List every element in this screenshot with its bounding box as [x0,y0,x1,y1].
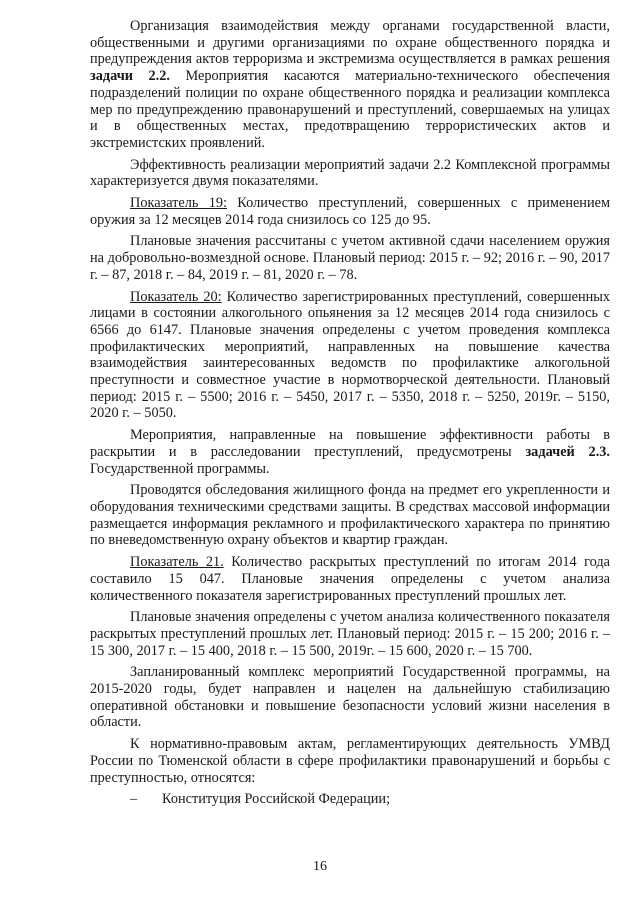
list-item-text: Конституция Российской Федерации; [162,791,391,808]
indicator-label: Показатель 20: [130,288,222,305]
task-reference: задачи 2.2. [90,68,170,85]
paragraph-legal-acts: К нормативно-правовым актам, регламентирующих деятельность УМВД России по Тюменской области в сфере профилактики правонарушений и борьбы с преступностью, относятся: [90,736,610,786]
paragraph-text: Количество зарегистрированных преступлений, совершенных лицами в состоянии алкогольного опьянения за 12 месяцев 2014 года снизилось с 6566 до 6147. Плановые значения определены с учетом проведения комплекса профилактических мероприятий, направленных на повышение качества взаимодействия заинтересованных ведомств по профилактике алкогольной преступности и совместное участие в нормотворческой деятельности. Плановый период: 2015 г. – 5500; 2016 г. – 5450, 2017 г. – 5350, 2018 г. – 5250, 2019г. – 5150, 2020 г. – 5050. [90,288,611,422]
paragraph-indicator-19 [90,195,610,228]
paragraph-task-2-2 [90,18,610,152]
paragraph-plan-values-19: Плановые значения рассчитаны с учетом активной сдачи населением оружия на добровольно-возмездной основе. Плановый период: 2015 г. – 92; 2016 г. – 90, 2017 г. – 87, 2018 г. – 84, 2019 г. – 81, 2020 г. – 78. [90,233,610,283]
indicator-label: Показатель 19: [130,195,227,212]
paragraph-task-2-3 [90,427,610,477]
paragraph-plan-values-21: Плановые значения определены с учетом анализа количественного показателя раскрытых преступлений прошлых лет. Плановый период: 2015 г. – 15 200; 2016 г. – 15 300, 2017 г. – 15 400, 2018 г. – 15 500, 2019г. – 15 600, 2020 г. – 15 700. [90,609,610,659]
paragraph-text: Мероприятия, направленные на повышение эффективности работы в раскрытии и в расследовании преступлений, предусмотрены [90,427,610,460]
paragraph-program-summary: Запланированный комплекс мероприятий Государственной программы, на 2015-2020 годы, будет направлен и нацелен на дальнейшую стабилизацию оперативной обстановки и повышение безопасности условий жизни населения в области. [90,664,610,731]
paragraph-text: Государственной программы. [90,460,270,477]
task-reference: задачей 2.3. [525,443,610,460]
paragraph-housing-inspection: Проводятся обследования жилищного фонда на предмет его укрепленности и оборудования техническими средствами защиты. В средствах массовой информации размещается информация рекламного и профилактического характера по принятию по вневедомственную охрану объектов и квартир граждан. [90,482,610,549]
paragraph-indicator-20 [90,289,610,423]
paragraph-text: Количество раскрытых преступлений по итогам 2014 года составило 15 047. Плановые значения определены с учетом анализа количественного показателя зарегистрированных преступлений прошлых лет. [90,554,610,604]
list-marker: – [130,791,138,808]
page-number: 16 [313,859,327,874]
indicator-label: Показатель 21. [130,554,224,571]
paragraph-text: Мероприятия касаются материально-технического обеспечения подразделений полиции по охране общественного порядка и реализации комплекса мер по предупреждению правонарушений и преступлений, совершаемых на улицах и в общественных местах, предотвращению террористических актов и экстремистских проявлений. [90,68,610,151]
list-item [90,791,610,808]
paragraph-efficiency: Эффективность реализации мероприятий задачи 2.2 Комплексной программы характеризуется двумя показателями. [90,156,610,190]
paragraph-text: Организация взаимодействия между органами государственной власти, общественными и другими организациями по охране общественного порядка и предупреждения актов терроризма и экстремизма осуществляется в рамках решения [90,18,610,68]
paragraph-indicator-21 [90,554,610,604]
paragraph-text: Количество преступлений, совершенных с применением оружия за 12 месяцев 2014 года снизилось со 125 до 95. [90,195,611,228]
